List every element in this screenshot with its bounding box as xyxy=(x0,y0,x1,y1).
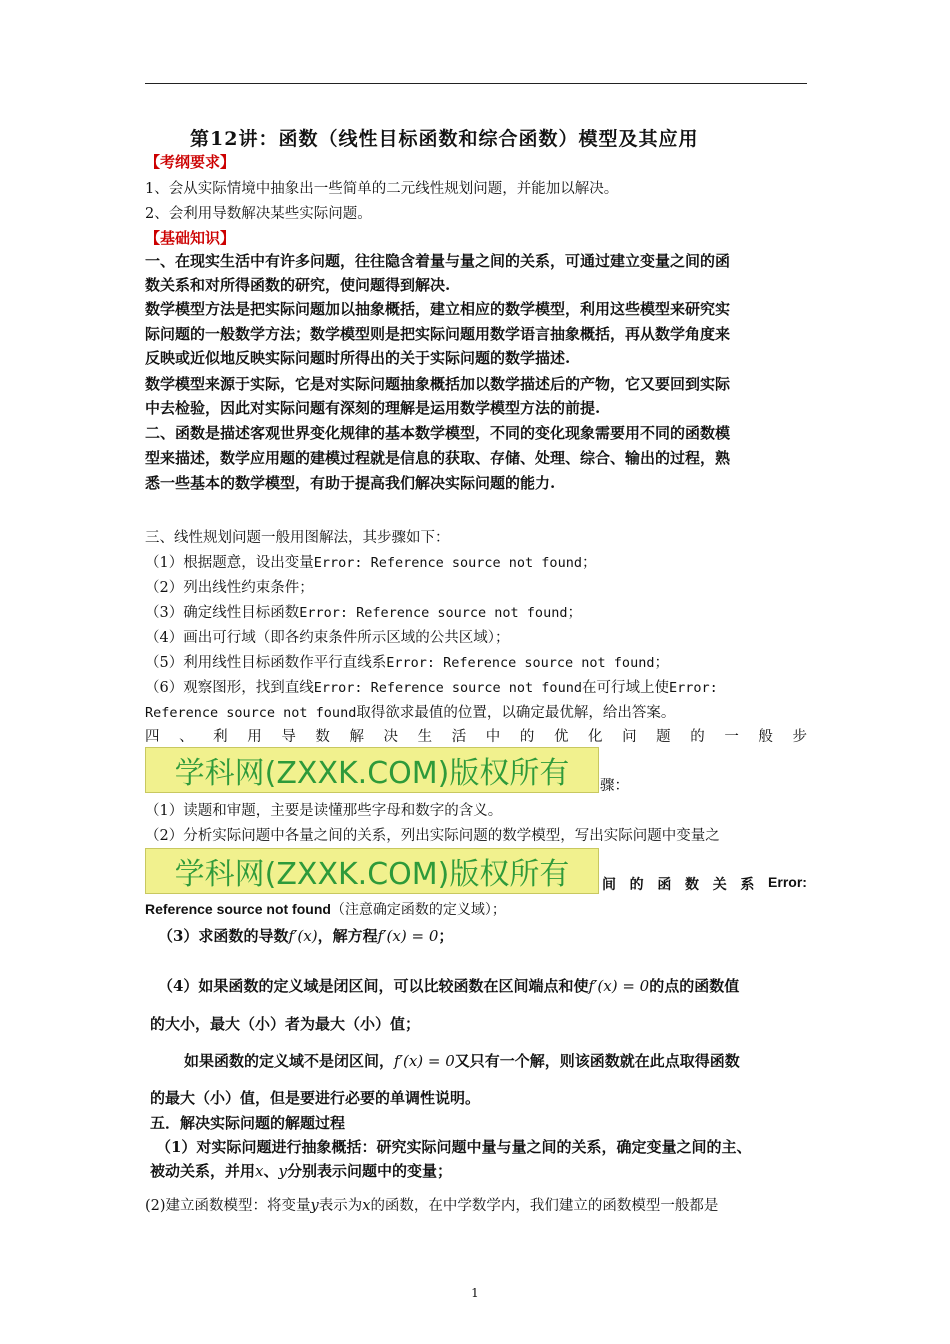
deriv-step-1: （1）读题和审题，主要是读懂那些字母和数字的含义。 xyxy=(145,803,503,819)
requirement-1: 1、会从实际情境中抽象出一些简单的二元线性规划问题，并能加以解决。 xyxy=(145,181,619,197)
linear-step-6-mid: 在可行域上使 xyxy=(581,680,669,696)
deriv-step-2-tail: 间 的 函 数 关 系 Error: xyxy=(602,874,807,892)
linear-step-6-cont xyxy=(145,701,807,722)
deriv-step-4-cont: 的大小，最大（小）者为最大（小）值； xyxy=(150,1015,421,1033)
linear-step-4: （4）画出可行域（即各约束条件所示区域的公共区域）； xyxy=(145,630,510,646)
deriv-step-5-cont: 的最大（小）值，但是要进行必要的单调性说明。 xyxy=(150,1089,481,1107)
basics-line-9: 型来描述，数学应用题的建模过程就是信息的获取、存储、处理、综合、输出的过程，熟 xyxy=(145,449,731,467)
deriv-step-5: 如果函数的定义域不是闭区间，f′(x) = 0又只有一个解，则该函数就在此点取得函数 xyxy=(184,1052,740,1070)
basics-line-8: 二、函数是描述客观世界变化规律的基本数学模型，不同的变化现象需要用不同的函数模 xyxy=(145,424,731,442)
linear-step-3-text: （3）确定线性目标函数 xyxy=(145,605,300,621)
derivative-equation: f′(x) = 0 xyxy=(377,927,439,945)
solve-step-1: （1）对实际问题进行抽象概括：研究实际问题中量与量之间的关系，确定变量之间的主、 xyxy=(156,1138,752,1156)
deriv-step-2-cont xyxy=(145,899,807,919)
watermark-banner: 学科网(ZXXK.COM)版权所有 xyxy=(145,747,599,793)
solve-heading: 五．解决实际问题的解题过程 xyxy=(150,1114,346,1132)
linear-step-1-text: （1）根据题意，设出变量 xyxy=(145,555,314,571)
reference-error: Error: Reference source not found xyxy=(386,655,655,671)
deriv-heading: 四 、 利 用 导 数 解 决 生 活 中 的 优 化 问 题 的 一 般 步 xyxy=(145,729,807,745)
linear-step-3 xyxy=(145,601,807,622)
linear-step-1-end: ； xyxy=(581,555,597,571)
solve-step-1-cont: 被动关系，并用x、y分别表示问题中的变量； xyxy=(150,1162,452,1180)
linear-intro: 三、线性规划问题一般用图解法，其步骤如下： xyxy=(145,530,450,546)
deriv-step-4: （4）如果函数的定义域是闭区间，可以比较函数在区间端点和使f′(x) = 0的点的函数值 xyxy=(158,977,740,995)
linear-step-1 xyxy=(145,551,807,572)
basics-line-4: 际问题的一般数学方法；数学模型则是把实际问题用数学语言抽象概括，再从数学角度来 xyxy=(145,325,731,343)
page-title: 第12讲：函数（线性目标函数和综合函数）模型及其应用 xyxy=(190,128,699,150)
linear-step-5 xyxy=(145,651,807,672)
linear-step-2: （2）列出线性约束条件； xyxy=(145,580,314,596)
basics-line-10: 悉一些基本的数学模型，有助于提高我们解决实际问题的能力. xyxy=(145,474,556,492)
reference-error: Error: Reference source not found xyxy=(313,555,582,571)
basics-line-7: 中去检验，因此对实际问题有深刻的理解是运用数学模型方法的前提. xyxy=(145,399,601,417)
watermark-banner: 学科网(ZXXK.COM)版权所有 xyxy=(145,848,599,894)
reference-error: Error: Reference source not found xyxy=(313,680,582,696)
basics-line-5: 反映或近似地反映实际问题时所得出的关于实际问题的数学描述. xyxy=(145,349,571,367)
page-number: 1 xyxy=(471,1286,479,1300)
linear-step-5-end: ； xyxy=(654,655,669,671)
linear-step-5-text: （5）利用线性目标函数作平行直线系 xyxy=(145,655,387,671)
basics-line-3: 数学模型方法是把实际问题加以抽象概括，建立相应的数学模型，利用这些模型来研究实 xyxy=(145,300,731,318)
reference-error: Reference source not found xyxy=(145,705,357,721)
derivative-equation: f′(x) = 0 xyxy=(588,977,650,995)
basics-line-6: 数学模型来源于实际，它是对实际问题抽象概括加以数学描述后的产物，它又要回到实际 xyxy=(145,375,731,393)
section-exam-requirements: 【考纲要求】 xyxy=(145,153,236,171)
reference-error: Error: Reference source not found xyxy=(299,605,568,621)
solve-step-2: (2)建立函数模型：将变量y表示为x的函数，在中学数学内，我们建立的函数模型一般都是 xyxy=(145,1198,719,1214)
linear-step-6 xyxy=(145,676,807,697)
requirement-2: 2、会利用导数解决某些实际问题。 xyxy=(145,206,372,222)
linear-step-3-end: ； xyxy=(567,605,582,621)
basics-line-2: 数关系和对所得函数的研究，使问题得到解决. xyxy=(145,276,451,294)
linear-step-6-text: （6）观察图形，找到直线 xyxy=(145,680,314,696)
derivative-expr: f′(x) xyxy=(288,927,318,945)
deriv-step-3: （3）求函数的导数f′(x)，解方程f′(x) = 0； xyxy=(158,927,454,945)
deriv-heading-end: 骤： xyxy=(600,778,629,794)
derivative-equation: f′(x) = 0 xyxy=(394,1052,455,1070)
basics-line-1: 一、在现实生活中有许多问题，往往隐含着量与量之间的关系，可通过建立变量之间的函 xyxy=(145,252,731,270)
deriv-step-2: （2）分析实际问题中各量之间的关系，列出实际问题的数学模型，写出实际问题中变量之 xyxy=(145,828,720,844)
deriv-step-2-note: （注意确定函数的定义域）； xyxy=(330,901,506,917)
linear-step-6-end: 取得欲求最值的位置，以确定最优解，给出答案。 xyxy=(356,705,676,721)
reference-error: Error: xyxy=(668,680,718,696)
reference-error: Reference source not found xyxy=(145,901,331,917)
header-rule xyxy=(145,83,807,84)
section-basics: 【基础知识】 xyxy=(145,229,236,247)
